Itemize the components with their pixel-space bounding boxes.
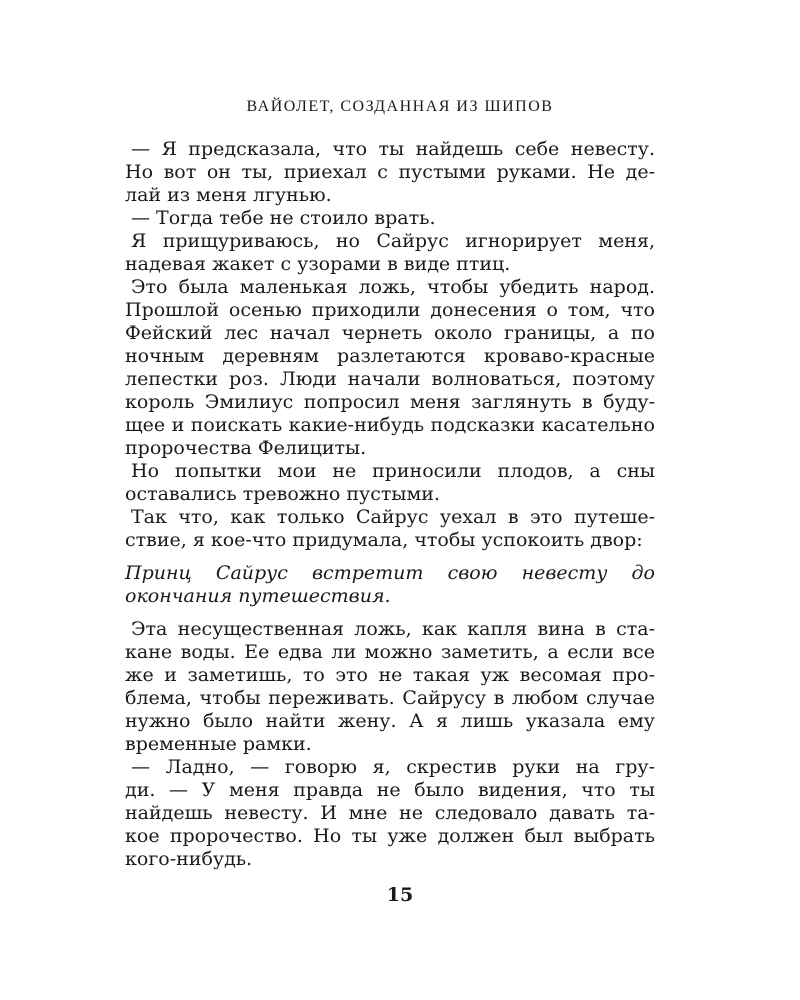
paragraph — [125, 230, 655, 276]
text-line: лепестки роз. Люди начали волноваться, поэтому — [125, 368, 655, 390]
text-line: оставались тревожно пустыми. — [125, 483, 440, 505]
text-line: кане воды. Ее едва ли можно заметить, а если все — [125, 641, 655, 663]
prophecy-quote — [125, 562, 655, 608]
text-line: Но попытки мои не приносили плодов, а сны — [131, 460, 655, 482]
text-line: ствие, я кое-что придумала, чтобы успокоить двор: — [125, 529, 643, 551]
paragraph — [125, 506, 655, 552]
text-line: окончания путешествия. — [125, 585, 391, 607]
text-line: — Тогда тебе не стоило врать. — [131, 207, 436, 229]
text-line: нужно было найти жену. А я лишь указала ему — [125, 710, 655, 732]
text-line: блема, чтобы переживать. Сайрусу в любом случае — [125, 687, 655, 709]
text-line: ночным деревням разлетаются кроваво-красные — [125, 345, 655, 367]
running-head: ВАЙОЛЕТ, СОЗДАННАЯ ИЗ ШИПОВ — [246, 98, 554, 115]
paragraph — [125, 138, 655, 207]
text-line: — Ладно, — говорю я, скрестив руки на гру- — [131, 756, 655, 778]
text-line: — Я предсказала, что ты найдешь себе невесту. — [131, 138, 655, 160]
text-line: Это была маленькая ложь, чтобы убедить народ. — [131, 276, 655, 298]
paragraph — [125, 276, 655, 460]
body-text — [125, 138, 655, 871]
text-line: надевая жакет с узорами в виде птиц. — [125, 253, 511, 275]
text-line: кое пророчество. Но ты уже должен был выбрать — [125, 825, 655, 847]
text-line: лай из меня лгунью. — [125, 184, 332, 206]
text-line: Прошлой осенью приходили донесения о том, что — [125, 299, 655, 321]
text-line: временные рамки. — [125, 733, 312, 755]
text-line: Но вот он ты, приехал с пустыми руками. Не де- — [125, 161, 655, 183]
text-line: Так что, как только Сайрус уехал в это путеше- — [131, 506, 655, 528]
page-number: 15 — [386, 884, 414, 906]
text-line: же и заметишь, то это не такая уж весомая про- — [125, 664, 655, 686]
text-line: щее и поискать какие-нибудь подсказки касательно — [125, 414, 655, 436]
text-line: Принц Сайрус встретит свою невесту до — [125, 562, 655, 584]
text-line: пророчества Фелициты. — [125, 437, 367, 459]
text-line: ди. — У меня правда не было видения, что ты — [125, 779, 655, 801]
text-line: Эта несущественная ложь, как капля вина в ста- — [131, 618, 655, 640]
text-line: найдешь невесту. И мне не следовало давать та- — [125, 802, 655, 824]
paragraph — [125, 460, 655, 506]
text-line: кого-нибудь. — [125, 848, 253, 870]
text-line: король Эмилиус попросил меня заглянуть в буду- — [125, 391, 655, 413]
paragraph — [125, 207, 655, 230]
text-line: Я прищуриваюсь, но Сайрус игнорирует меня, — [131, 230, 655, 252]
paragraph — [125, 618, 655, 756]
paragraph — [125, 756, 655, 871]
text-line: Фейский лес начал чернеть около границы, а по — [125, 322, 655, 344]
